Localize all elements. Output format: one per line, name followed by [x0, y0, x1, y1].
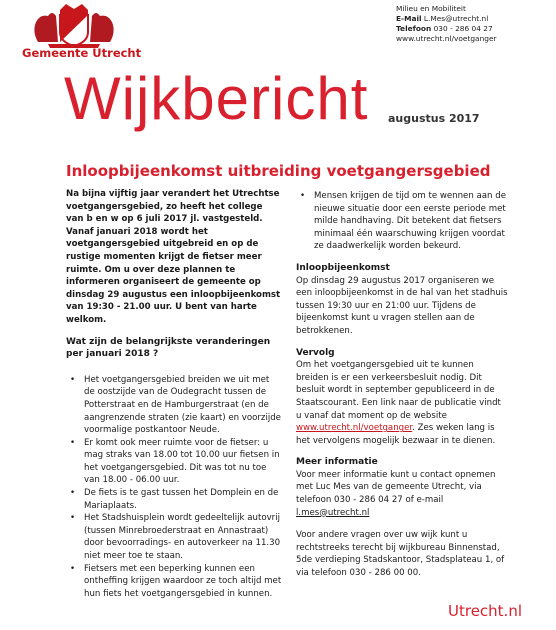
list-item: • Het Stadshuisplein wordt gedeeltelijk autovrij (tussen Minrebroederstraat en Annastraat) door bevoorradings- en autoverkeer na 11.30 niet meer toe te staan.	[66, 512, 282, 562]
list-item: • Er komt ook meer ruimte voor de fietser: u mag straks van 18.00 tot 10.00 uur fietsen in het voetgangersgebied. Dit was tot nu toe van 18.00 - 06.00 uur.	[66, 437, 282, 487]
website-link[interactable]: www.utrecht.nl/voetganger	[296, 423, 413, 434]
intro-paragraph: Na bijna vijftig jaar verandert het Utrechtse voetgangersgebied, zo heeft het college van b en w op 6 juli 2017 jl. vastgesteld. Vanaf januari 2018 wordt het voetgangersgebied uitgebreid en op de rustige momenten krijgt de fietser meer ruimte. Om u over deze plannen te informeren organiseert de gemeente op dinsdag 29 augustus een inloopbijeenkomst van 19:30 - 21.00 uur. U bent van harte welkom.	[66, 189, 281, 325]
email-link[interactable]: l.mes@utrecht.nl	[296, 507, 370, 518]
left-column	[66, 188, 282, 600]
page-title: Wijkbericht	[64, 65, 369, 132]
next-steps-text	[296, 359, 508, 447]
phone-line	[396, 24, 497, 34]
website-link[interactable]: www.utrecht.nl/voetganger	[396, 34, 497, 43]
right-bullet-list	[296, 190, 508, 253]
changes-heading: Wat zijn de belangrijkste veranderingen per januari 2018 ?	[66, 336, 271, 360]
list-item: • Het voetgangersgebied breiden we uit met de oostzijde van de Oudegracht tussen de Potterstraat en de Hamburgerstraat (en de aangrenzende straten (zie kaart) en voorzijde voormalige postkantoor Neude.	[66, 374, 282, 437]
logo-text: Gemeente Utrecht	[22, 46, 142, 60]
more-info-heading: Meer informatie	[296, 457, 378, 468]
article-subtitle: Inloopbijeenkomst uitbreiding voetgangersgebied	[66, 162, 491, 180]
next-steps-text-start: Om het voetgangersgebied uit te kunnen breiden is er een verkeersbesluit nodig. Dit besluit wordt in september gepubliceerd in de Staatscourant. Een link naar de publicatie vindt u vanaf dat moment op de website	[296, 360, 501, 421]
other-questions-text: Voor andere vragen over uw wijk kunt u rechtstreeks terecht bij wijkbureau Binnenstad, 5de verdieping Stadskantoor, Stadsplateau 1, of via telefoon 030 - 286 00 00.	[296, 530, 505, 579]
next-steps-text-end: . Zes weken lang is het vervolgens mogelijk bezwaar in te dienen.	[296, 423, 496, 446]
more-info-email	[296, 507, 508, 520]
email-line	[396, 14, 497, 24]
next-steps-heading: Vervolg	[296, 347, 335, 358]
department-name: Milieu en Mobiliteit	[396, 4, 466, 13]
list-item: • Fietsers met een beperking kunnen een ontheffing krijgen waardoor ze toch altijd met hun fiets het voetgangersgebied in kunnen.	[66, 563, 282, 601]
more-info-text: Voor meer informatie kunt u contact opnemen met Luc Mes van de gemeente Utrecht, via telefoon 030 - 286 04 27 of e-mail	[296, 469, 496, 506]
changes-list	[66, 374, 282, 601]
list-item: • De fiets is te gast tussen het Domplein en de Mariaplaats.	[66, 487, 282, 512]
right-column	[296, 190, 508, 580]
email-label: E-Mail	[396, 14, 422, 23]
issue-date: augustus 2017	[388, 112, 480, 125]
email-value[interactable]: L.Mes@utrecht.nl	[423, 14, 489, 23]
meeting-heading: Inloopbijeenkomst	[296, 262, 390, 273]
phone-value: 030 - 286 04 27	[433, 24, 493, 33]
footer-brand[interactable]: Utrecht.nl	[448, 602, 523, 620]
meeting-text: Op dinsdag 29 augustus 2017 organiseren we een inloopbijeenkomst in de hal van het stadhuis tussen 19:30 uur en 21:00 uur. Tijdens de bijeenkomst kunt u vragen stellen aan de betrokkenen.	[296, 275, 508, 336]
phone-label: Telefoon	[396, 24, 432, 33]
list-item: • Mensen krijgen de tijd om te wennen aan de nieuwe situatie door een eerste periode met milde handhaving. Dit betekent dat fietsers minimaal één waarschuwing krijgen voordat ze daadwerkelijk worden bekeurd.	[296, 190, 508, 253]
contact-block	[396, 4, 497, 44]
